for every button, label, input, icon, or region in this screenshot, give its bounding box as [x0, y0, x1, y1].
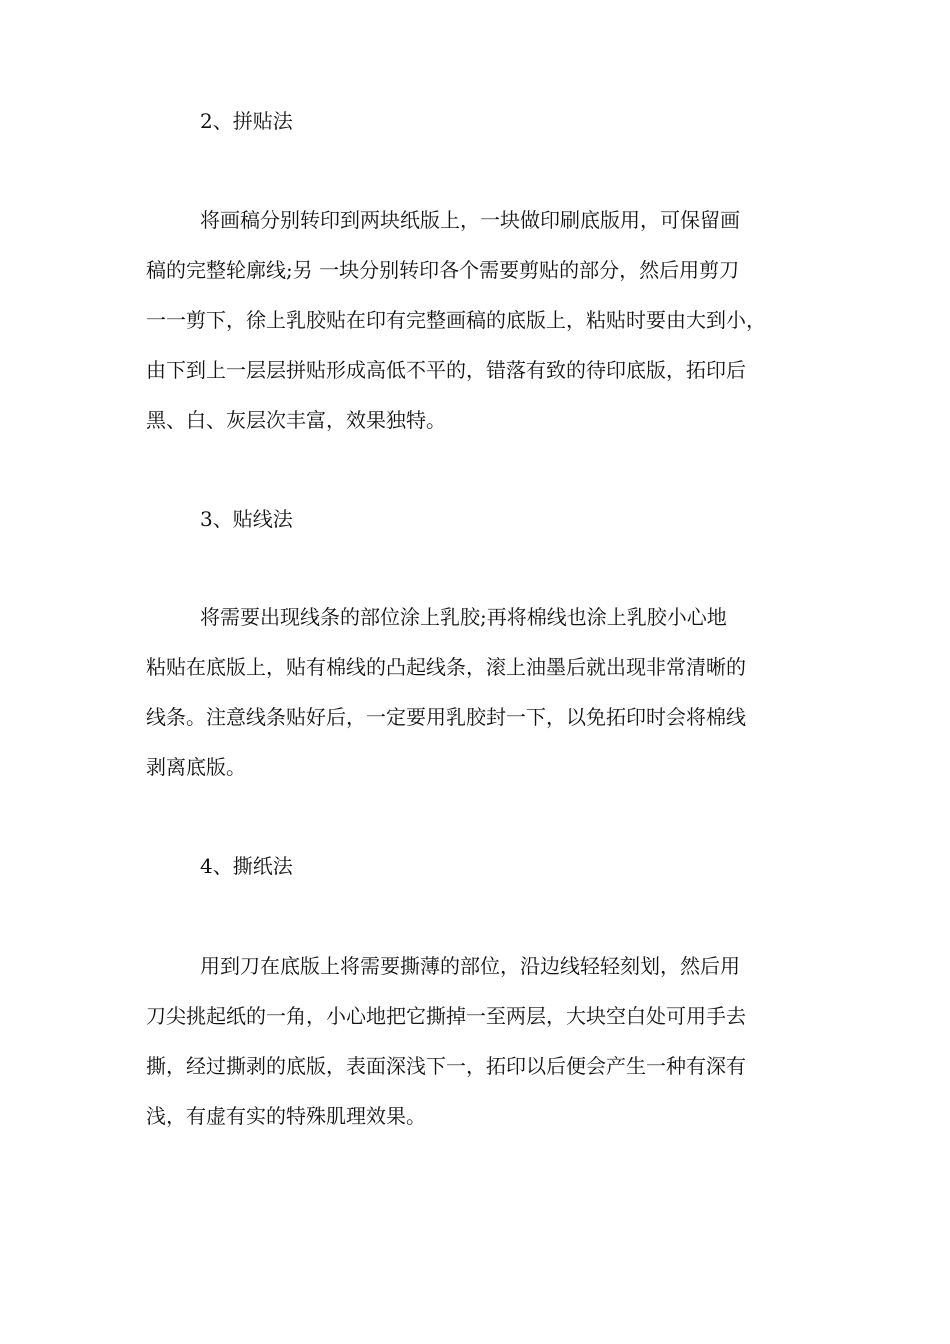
paragraph-line: 线条。注意线条贴好后，一定要用乳胶封一下，以免拓印时会将棉线: [146, 705, 746, 729]
paragraph-line: 稿的完整轮廓线;另 一块分别转印各个需要剪贴的部分，然后用剪刀: [146, 258, 740, 282]
paragraph-line: 刀尖挑起纸的一角，小心地把它撕掉一至两层，大块空白处可用手去: [146, 1004, 746, 1028]
section-heading-4: 4、撕纸法: [200, 854, 293, 878]
paragraph-line: 由下到上一层层拼贴形成高低不平的，错落有致的待印底版，拓印后: [146, 358, 746, 382]
paragraph-line: 将需要出现线条的部位涂上乳胶;再将棉线也涂上乳胶小心地: [200, 605, 727, 629]
paragraph-line: 用到刀在底版上将需要撕薄的部位，沿边线轻轻刻划，然后用: [200, 954, 740, 978]
paragraph-line: 剥离底版。: [146, 755, 246, 779]
section-heading-2: 2、拼贴法: [200, 109, 293, 133]
paragraph-line: 一一剪下，徐上乳胶贴在印有完整画稿的底版上，粘贴时要由大到小，: [146, 308, 766, 332]
paragraph-line: 粘贴在底版上，贴有棉线的凸起线条，滚上油墨后就出现非常清晰的: [146, 655, 746, 679]
section-heading-3: 3、贴线法: [200, 507, 293, 531]
paragraph-line: 撕，经过撕剥的底版，表面深浅下一，拓印以后便会产生一种有深有: [146, 1054, 746, 1078]
paragraph-line: 浅，有虚有实的特殊肌理效果。: [146, 1104, 426, 1128]
paragraph-line: 将画稿分别转印到两块纸版上，一块做印刷底版用，可保留画: [200, 208, 740, 232]
paragraph-line: 黑、白、灰层次丰富，效果独特。: [146, 408, 446, 432]
